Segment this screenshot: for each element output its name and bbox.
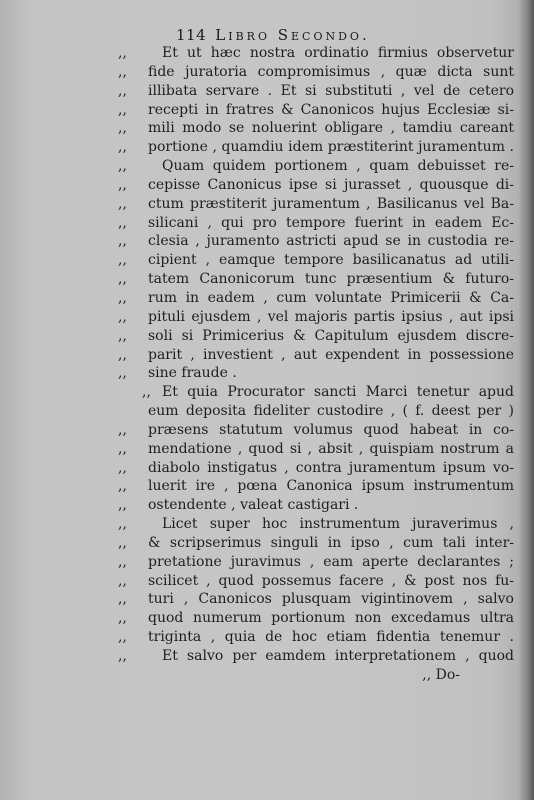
quotation-mark: ,, — [118, 572, 127, 589]
line-text: ostendente , valeat castigari . — [148, 497, 359, 514]
quotation-mark: ,, — [118, 214, 127, 231]
line-text: portione , quamdiu idem præstiterint juramentum . — [148, 139, 514, 156]
quotation-mark: ,, — [118, 271, 127, 288]
text-line — [118, 346, 514, 365]
text-line — [118, 628, 514, 647]
text-line — [118, 609, 514, 628]
quotation-mark: ,, — [118, 289, 127, 306]
line-text: fide juratoria compromisimus , quæ dicta sunt — [148, 63, 514, 80]
page-number: 114 — [176, 26, 207, 44]
quotation-mark: ,, — [118, 176, 127, 193]
quotation-mark: ,, — [118, 195, 127, 212]
text-line — [118, 590, 514, 609]
line-text: soli si Primicerius & Capitulum ejusdem discre- — [148, 327, 514, 344]
text-block — [118, 44, 514, 685]
quotation-mark: ,, — [118, 648, 127, 664]
text-line — [118, 176, 514, 195]
quotation-mark: ,, — [118, 327, 127, 344]
line-text: rum in eadem , cum voluntate Primicerii & Ca- — [148, 289, 514, 306]
quotation-mark: ,, — [118, 553, 127, 570]
line-text: eum deposita fideliter custodire , ( f. deest per ) — [148, 403, 514, 420]
text-line — [118, 232, 514, 251]
quotation-mark: ,, — [118, 610, 127, 627]
quotation-mark: ,, — [118, 478, 127, 495]
text-line — [118, 138, 514, 157]
line-text: mili modo se noluerint obligare , tamdiu careant — [148, 120, 514, 137]
quotation-mark: ,, — [118, 233, 127, 250]
text-line — [118, 327, 514, 346]
quotation-mark: ,, — [118, 534, 127, 551]
line-text: scilicet , quod possemus facere , & post nos fu- — [148, 572, 514, 589]
quotation-mark: ,, — [118, 365, 127, 382]
line-text: recepti in fratres & Canonicos hujus Ecclesiæ si- — [148, 101, 514, 118]
line-text: clesia , juramento astricti apud se in custodia re- — [148, 233, 514, 250]
line-text: Et salvo per eamdem interpretationem , quod — [162, 648, 514, 664]
text-line — [118, 289, 514, 308]
quotation-mark: ,, — [118, 139, 127, 156]
quotation-mark: ,, — [118, 252, 127, 269]
quotation-mark: ,, — [118, 45, 127, 61]
text-line — [118, 477, 514, 496]
line-text: triginta , quia de hoc etiam fidentia tenemur . — [148, 629, 514, 646]
line-text: Et ut hæc nostra ordinatio firmius observetur — [162, 45, 514, 61]
text-line — [118, 63, 514, 82]
catchword-line — [148, 666, 514, 685]
text-line — [118, 421, 514, 440]
text-line — [118, 195, 514, 214]
quotation-mark: ,, — [118, 120, 127, 137]
text-line — [118, 214, 514, 233]
line-text: pituli ejusdem , vel majoris partis ipsius , aut ipsi — [148, 308, 514, 325]
line-text: mendatione , quod si , absit , quispiam nostrum a — [148, 440, 514, 457]
quotation-mark: ,, — [118, 82, 127, 99]
quotation-mark: ,, — [118, 101, 127, 118]
quotation-mark: ,, — [142, 384, 151, 401]
line-text: turi , Canonicos plusquam vigintinovem , salvo — [148, 591, 514, 608]
text-line — [118, 553, 514, 572]
line-text: sine fraude . — [148, 365, 237, 382]
line-text: præsens statutum volumus quod habeat in co- — [148, 421, 514, 438]
quotation-mark: ,, — [118, 346, 127, 363]
text-line — [118, 459, 514, 478]
quotation-mark: ,, — [118, 158, 127, 175]
page-edge-shadow — [518, 0, 534, 800]
text-line — [118, 157, 514, 176]
text-line — [118, 101, 514, 120]
quotation-mark: ,, — [118, 421, 127, 438]
line-text: ctum præstiterit juramentum , Basilicanus vel Ba- — [148, 195, 514, 212]
line-text: & scripserimus singuli in ipso , cum tali inter- — [148, 534, 514, 551]
quotation-mark: ,, — [118, 497, 127, 514]
quotation-mark: ,, — [118, 591, 127, 608]
text-line — [118, 534, 514, 553]
quotation-mark: ,, — [118, 440, 127, 457]
line-text: luerit ire , pœna Canonica ipsum instrumentum — [148, 478, 514, 495]
text-line — [118, 364, 514, 383]
text-line — [118, 270, 514, 289]
text-line — [118, 308, 514, 327]
running-title: Libro Secondo. — [215, 26, 370, 44]
quotation-mark: ,, — [118, 63, 127, 80]
line-text: Et quia Procurator sancti Marci tenetur apud — [162, 384, 514, 401]
line-text: silicani , qui pro tempore fuerint in eadem Ec- — [148, 214, 514, 231]
quotation-mark: ,, — [118, 308, 127, 325]
text-line — [118, 496, 514, 515]
text-line — [118, 440, 514, 459]
line-text: cipient , eamque tempore basilicanatus ad utili- — [148, 252, 514, 269]
quotation-mark: ,, — [118, 629, 127, 646]
line-text: tatem Canonicorum tunc præsentium & futuro- — [148, 271, 514, 288]
catchword: ,, Do- — [422, 666, 460, 683]
line-text: Licet super hoc instrumentum juraverimus , — [162, 516, 514, 533]
text-line — [118, 119, 514, 138]
line-text: pretatione juravimus , eam aperte declarantes ; — [148, 553, 514, 570]
text-line — [118, 82, 514, 101]
text-line — [142, 383, 514, 402]
text-line — [118, 647, 514, 666]
quotation-mark: ,, — [118, 516, 127, 533]
text-line — [118, 572, 514, 591]
line-text: Quam quidem portionem , quam debuisset re- — [162, 158, 514, 175]
line-text: cepisse Canonicus ipse si jurasset , quousque di- — [148, 176, 514, 193]
text-line — [118, 44, 514, 63]
line-text: quod numerum portionum non excedamus ultra — [148, 610, 514, 627]
text-line — [118, 515, 514, 534]
line-text: parit , investient , aut expendent in possessione — [148, 346, 514, 363]
line-text: illibata servare . Et si substituti , vel de cetero — [148, 82, 514, 99]
page-header — [176, 26, 476, 46]
text-line — [148, 402, 514, 421]
line-text: diabolo instigatus , contra juramentum ipsum vo- — [148, 459, 514, 476]
text-line — [118, 251, 514, 270]
quotation-mark: ,, — [118, 459, 127, 476]
